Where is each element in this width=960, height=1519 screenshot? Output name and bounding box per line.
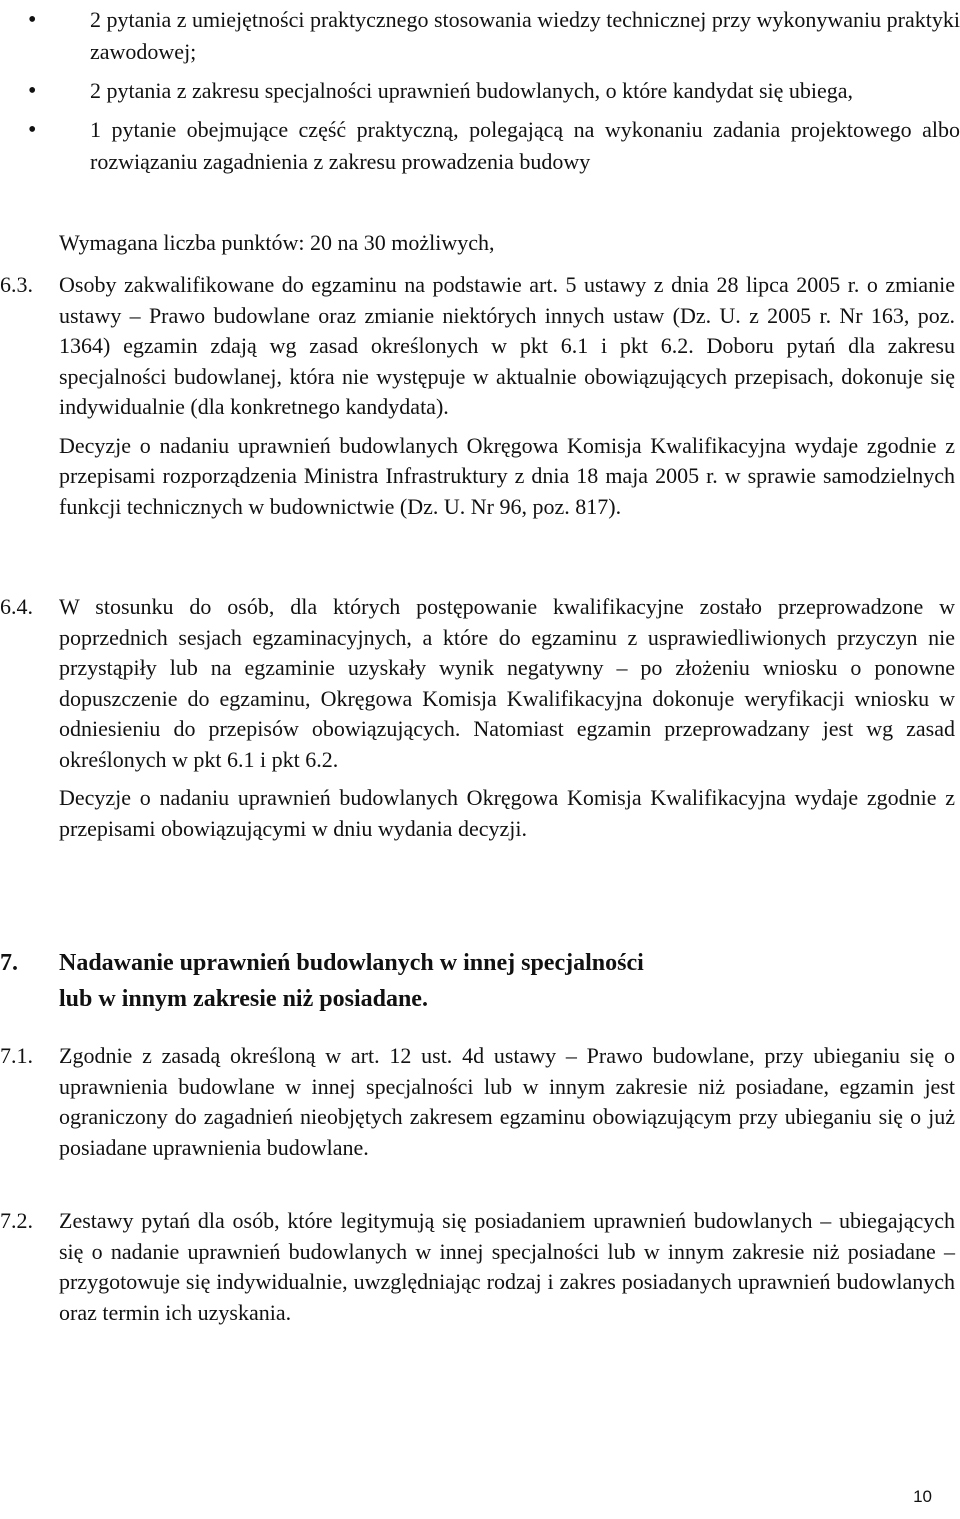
section-number: 7.1.: [0, 1043, 33, 1068]
section-number: 7.: [0, 950, 18, 976]
list-item: • 1 pytanie obejmujące część praktyczną, polegającą na wykonaniu zadania projektowego albo rozwiązaniu zagadnienia z zakresu prowadzenia budowy: [28, 114, 960, 178]
paragraph: Decyzje o nadaniu uprawnień budowlanych Okręgowa Komisja Kwalifikacyjna wydaje zgodnie z przepisami obowiązującymi w dniu wydania decyzji.: [59, 785, 955, 841]
heading-line: lub w innym zakresie niż posiadane.: [59, 986, 428, 1012]
section-7-1: [0, 1041, 955, 1163]
list-item: • 2 pytania z zakresu specjalności uprawnień budowlanych, o które kandydat się ubiega,: [28, 75, 960, 107]
required-points-text: Wymagana liczba punktów: 20 na 30 możliwych,: [59, 230, 495, 255]
section-6-4: [0, 592, 955, 844]
heading-line: Nadawanie uprawnień budowlanych w innej specjalności: [59, 950, 644, 976]
paragraph: Decyzje o nadaniu uprawnień budowlanych Okręgowa Komisja Kwalifikacyjna wydaje zgodnie z przepisami rozporządzenia Ministra Infrastruktury z dnia 18 maja 2005 r. w sprawie samodzielnych funkcji technicznych w budownictwie (Dz. U. Nr 96, poz. 817).: [59, 432, 955, 519]
section-number: 6.4.: [0, 594, 33, 619]
paragraph: Zestawy pytań dla osób, które legitymują się posiadaniem uprawnień budowlanych – ubiegających się o nadanie uprawnień budowlanych w innej specjalności lub w innym zakresie niż posiadane – przygotowuje się indywidualnie, uwzględniając rodzaj i zakres posiadanych uprawnień budowlanych oraz termin ich uzyskania.: [59, 1208, 955, 1325]
section-number: 6.3.: [0, 272, 33, 297]
section-6-3: [0, 270, 955, 522]
paragraph: Osoby zakwalifikowane do egzaminu na podstawie art. 5 ustawy z dnia 28 lipca 2005 r. o zmianie ustawy – Prawo budowlane oraz zmianie niektórych innych ustaw (Dz. U. z 2005 r. Nr 163, poz. 1364) egzamin zdają wg zasad określonych w pkt 6.1 i pkt 6.2. Doboru pytań dla zakresu specjalności budowlanej, która nie występuje w aktualnie obowiązujących przepisach, dokonuje się indywidualnie (dla konkretnego kandydata).: [59, 272, 955, 419]
section-7-2: [0, 1206, 955, 1328]
list-item: • 2 pytania z umiejętności praktycznego stosowania wiedzy technicznej przy wykonywaniu praktyki zawodowej;: [28, 4, 960, 68]
paragraph: W stosunku do osób, dla których postępowanie kwalifikacyjne zostało przeprowadzone w poprzednich sesjach egzaminacyjnych, a które do egzaminu z usprawiedliwionych przyczyn nie przystąpiły lub na egzaminie uzyskały wynik negatywny – po złożeniu wniosku o ponowne dopuszczenie do egzaminu, Okręgowa Komisja Kwalifikacyjna dokonuje weryfikacji wniosku w odniesieniu do przepisów obowiązujących. Natomiast egzamin przeprowadzany jest wg zasad określonych w pkt 6.1 i pkt 6.2.: [59, 594, 955, 772]
section-7-heading: [0, 945, 900, 1017]
paragraph: Zgodnie z zasadą określoną w art. 12 ust. 4d ustawy – Prawo budowlane, przy ubieganiu się o uprawnienia budowlane w innej specjalności lub w innym zakresie niż posiadane, egzamin jest ograniczony do zagadnień nieobjętych zakresem egzaminu obowiązującym przy ubieganiu się o już posiadane uprawnienia budowlane.: [59, 1043, 955, 1160]
section-number: 7.2.: [0, 1208, 33, 1233]
page-number: 10: [913, 1487, 932, 1506]
question-list: [28, 4, 960, 185]
